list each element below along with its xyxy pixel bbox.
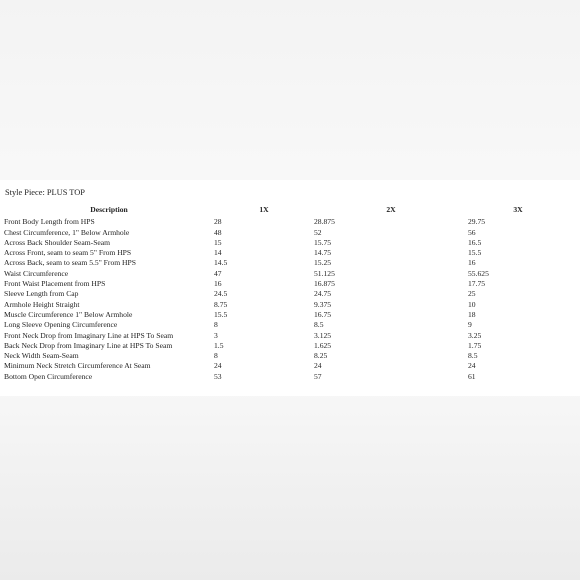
value-1x: 16 — [214, 279, 222, 289]
value-2x: 8.25 — [314, 351, 328, 361]
table-row — [4, 351, 568, 361]
value-1x: 53 — [214, 371, 222, 381]
value-2x: 57 — [314, 371, 322, 381]
value-3x: 25 — [468, 289, 476, 299]
value-2x: 9.375 — [314, 299, 332, 309]
value-3x: 16.5 — [468, 237, 482, 247]
value-3x: 61 — [468, 371, 476, 381]
column-header-3x: 3X — [513, 205, 523, 214]
value-1x: 8 — [214, 351, 218, 361]
row-description: Chest Circumference, 1" Below Armhole — [4, 227, 130, 237]
value-3x: 3.25 — [468, 330, 482, 340]
value-1x: 24 — [214, 361, 222, 371]
row-description: Front Body Length from HPS — [4, 217, 95, 227]
value-2x: 3.125 — [314, 330, 332, 340]
value-1x: 15 — [214, 237, 222, 247]
value-1x: 28 — [214, 217, 222, 227]
row-description: Back Neck Drop from Imaginary Line at HPS To Seam — [4, 340, 173, 350]
row-description: Bottom Open Circumference — [4, 371, 93, 381]
value-1x: 14.5 — [214, 258, 228, 268]
row-description: Across Back, seam to seam 5.5" From HPS — [4, 258, 136, 268]
table-row — [4, 248, 568, 258]
row-description: Minimum Neck Stretch Circumference At Seam — [4, 361, 151, 371]
column-header-1x: 1X — [259, 205, 269, 214]
table-row — [4, 341, 568, 351]
value-1x: 8 — [214, 320, 218, 330]
row-description: Front Waist Placement from HPS — [4, 279, 106, 289]
value-1x: 48 — [214, 227, 222, 237]
value-3x: 8.5 — [468, 351, 478, 361]
value-3x: 1.75 — [468, 340, 482, 350]
value-3x: 9 — [468, 320, 472, 330]
table-header-row — [4, 207, 568, 217]
row-description: Waist Circumference — [4, 268, 69, 278]
value-2x: 8.5 — [314, 320, 324, 330]
table-row — [4, 279, 568, 289]
value-1x: 24.5 — [214, 289, 228, 299]
value-3x: 15.5 — [468, 248, 482, 258]
value-2x: 15.25 — [314, 258, 332, 268]
table-row — [4, 372, 568, 382]
value-1x: 3 — [214, 330, 218, 340]
value-1x: 47 — [214, 268, 222, 278]
value-2x: 24 — [314, 361, 322, 371]
size-chart-sheet — [0, 180, 580, 396]
value-1x: 14 — [214, 248, 222, 258]
row-description: Across Front, seam to seam 5" From HPS — [4, 248, 132, 258]
row-description: Armhole Height Straight — [4, 299, 80, 309]
value-3x: 24 — [468, 361, 476, 371]
table-row — [4, 361, 568, 371]
row-description: Neck Width Seam-Seam — [4, 351, 79, 361]
table-row — [4, 331, 568, 341]
value-2x: 28.875 — [314, 217, 335, 227]
row-description: Front Neck Drop from Imaginary Line at HPS To Seam — [4, 330, 174, 340]
value-3x: 29.75 — [468, 217, 486, 227]
table-row — [4, 258, 568, 268]
table-row — [4, 269, 568, 279]
value-3x: 10 — [468, 299, 476, 309]
value-3x: 18 — [468, 309, 476, 319]
value-2x: 51.125 — [314, 268, 335, 278]
value-3x: 16 — [468, 258, 476, 268]
row-description: Muscle Circumference 1" Below Armhole — [4, 309, 133, 319]
value-3x: 17.75 — [468, 279, 486, 289]
value-1x: 8.75 — [214, 299, 228, 309]
column-header-description: Description — [90, 205, 128, 214]
table-row — [4, 289, 568, 299]
value-2x: 14.75 — [314, 248, 332, 258]
value-2x: 24.75 — [314, 289, 332, 299]
value-2x: 15.75 — [314, 237, 332, 247]
column-header-2x: 2X — [386, 205, 396, 214]
value-3x: 56 — [468, 227, 476, 237]
value-2x: 16.875 — [314, 279, 335, 289]
measurement-table — [4, 207, 568, 382]
table-row — [4, 320, 568, 330]
value-3x: 55.625 — [468, 268, 489, 278]
value-2x: 1.625 — [314, 340, 332, 350]
value-2x: 16.75 — [314, 309, 332, 319]
style-piece-label: Style Piece: PLUS TOP — [5, 188, 85, 197]
table-row — [4, 228, 568, 238]
table-row — [4, 310, 568, 320]
row-description: Long Sleeve Opening Circumference — [4, 320, 118, 330]
row-description: Sleeve Length from Cap — [4, 289, 79, 299]
table-body — [4, 217, 568, 382]
table-row — [4, 238, 568, 248]
table-row — [4, 217, 568, 227]
value-2x: 52 — [314, 227, 322, 237]
value-1x: 15.5 — [214, 309, 228, 319]
value-1x: 1.5 — [214, 340, 224, 350]
table-row — [4, 300, 568, 310]
row-description: Across Back Shoulder Seam-Seam — [4, 237, 111, 247]
